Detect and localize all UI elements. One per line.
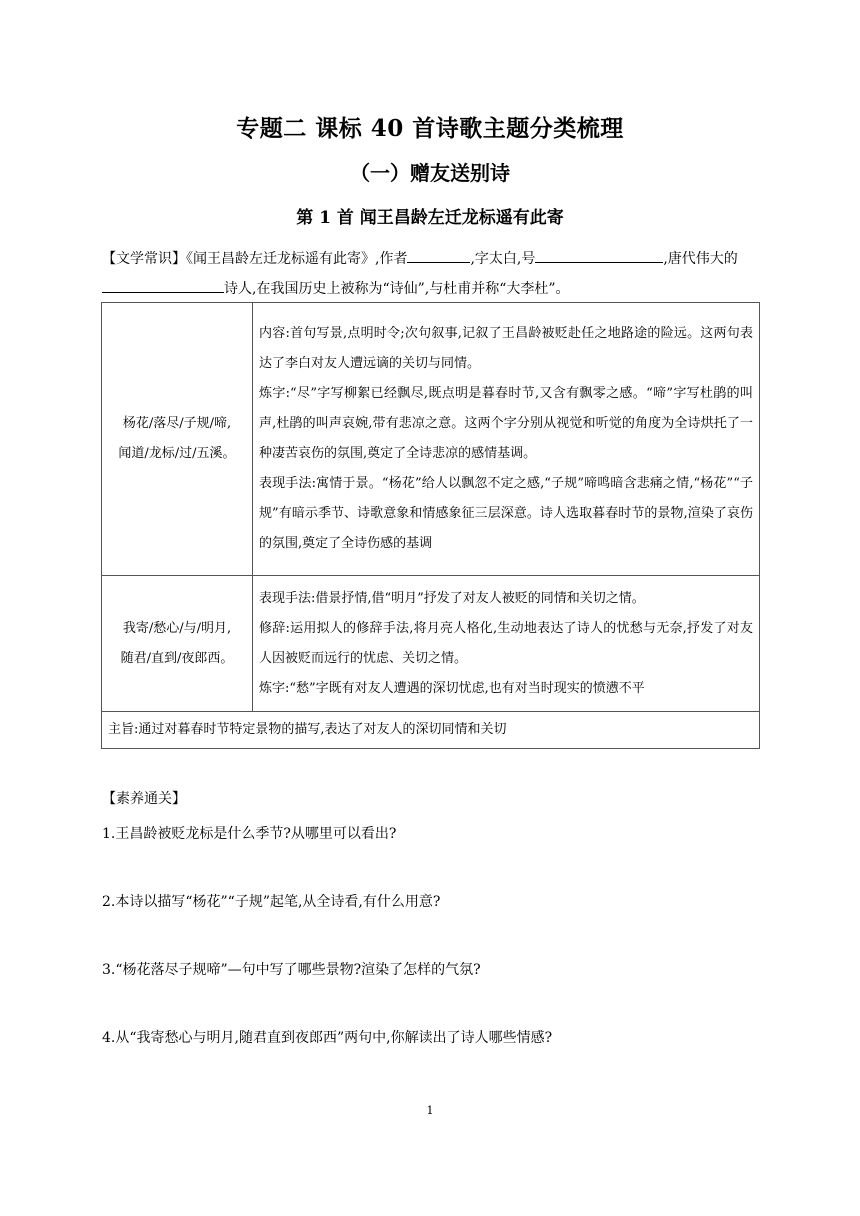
analysis-note: 炼字:“愁”字既有对友人遭遇的深切忧虑,也有对当时现实的愤懑不平 — [259, 680, 645, 696]
line-division-text: 随君/直到/夜郎西。 — [120, 650, 234, 666]
question-item: 2.本诗以描写“杨花”“子规”起笔,从全诗看,有什么用意? — [102, 894, 441, 910]
table-row — [102, 712, 760, 749]
practice-heading: 【素养通关】 — [102, 791, 186, 807]
page-number: 1 — [426, 1104, 434, 1117]
analysis-note: 修辞:运用拟人的修辞手法,将月亮人格化,生动地表达了诗人的忧愁与无奈,抒发了对友人因被贬而远行的忧虑、关切之情。 — [259, 620, 753, 666]
poet-type-blank[interactable] — [102, 275, 224, 293]
author-blank[interactable] — [407, 245, 470, 263]
knowledge-text-c: ,唐代伟大的 — [663, 251, 738, 267]
question-item: 3.“杨花落尽子规啼”—句中写了哪些景物?渲染了怎样的气氛? — [102, 962, 481, 978]
line-division-text: 杨花/落尽/子规/啼, — [122, 416, 232, 431]
line-division-cell — [102, 576, 253, 712]
analysis-cell — [253, 576, 760, 712]
question-item: 4.从“我寄愁心与明月,随君直到夜郎西”两句中,你解读出了诗人哪些情感? — [102, 1030, 553, 1046]
line-division-text: 我寄/愁心/与/明月, — [122, 620, 232, 636]
literary-knowledge — [102, 244, 762, 304]
knowledge-text-d: 诗人,在我国历史上被称为“诗仙”,与杜甫并称“大李杜”。 — [224, 281, 570, 297]
table-row — [102, 303, 760, 576]
knowledge-label: 【文学常识】 — [102, 251, 186, 267]
knowledge-text-b: ,字太白,号 — [470, 251, 536, 267]
analysis-note: 表现手法:寓情于景。“杨花”给人以飘忽不定之感,“子规”啼鸣暗含悲痛之情,“杨花”“子规”有暗示季节、诗歌意象和情感象征三层深意。诗人选取暮春时节的景物,渲染了哀伤的氛围,奠定了全诗伤感的基调 — [259, 476, 753, 551]
question-item: 1.王昌龄被贬龙标是什么季节?从哪里可以看出? — [102, 826, 397, 842]
section-subtitle: （一）赠友送别诗 — [350, 161, 510, 185]
poem-analysis-table — [101, 302, 760, 749]
analysis-note: 内容:首句写景,点明时令;次句叙事,记叙了王昌龄被贬赴任之地路途的险远。这两句表达了李白对友人遭远谪的关切与同情。 — [259, 326, 753, 371]
hao-blank[interactable] — [535, 245, 663, 263]
knowledge-text-a: 《闻王昌龄左迁龙标遥有此寄》,作者 — [186, 251, 408, 267]
table-row — [102, 576, 760, 712]
analysis-note: 表现手法:借景抒情,借“明月”抒发了对友人被贬的同情和关切之情。 — [259, 590, 645, 606]
line-division-text: 闻道/龙标/过/五溪。 — [118, 446, 236, 461]
poem-title: 第 1 首 闻王昌龄左迁龙标遥有此寄 — [296, 208, 564, 228]
page-title: 专题二 课标 40 首诗歌主题分类梳理 — [236, 115, 624, 142]
theme-cell: 主旨:通过对暮春时节特定景物的描写,表达了对友人的深切同情和关切 — [102, 712, 760, 749]
analysis-note: 炼字:“尽”字写柳絮已经飘尽,既点明是暮春时节,又含有飘零之感。“啼”字写杜鹃的叫声,杜鹃的叫声哀婉,带有悲凉之意。这两个字分别从视觉和听觉的角度为全诗烘托了一种凄苦哀伤的氛围,奠定了全诗悲凉的感情基调。 — [259, 386, 753, 461]
analysis-cell — [253, 303, 760, 576]
line-division-cell — [102, 303, 253, 576]
